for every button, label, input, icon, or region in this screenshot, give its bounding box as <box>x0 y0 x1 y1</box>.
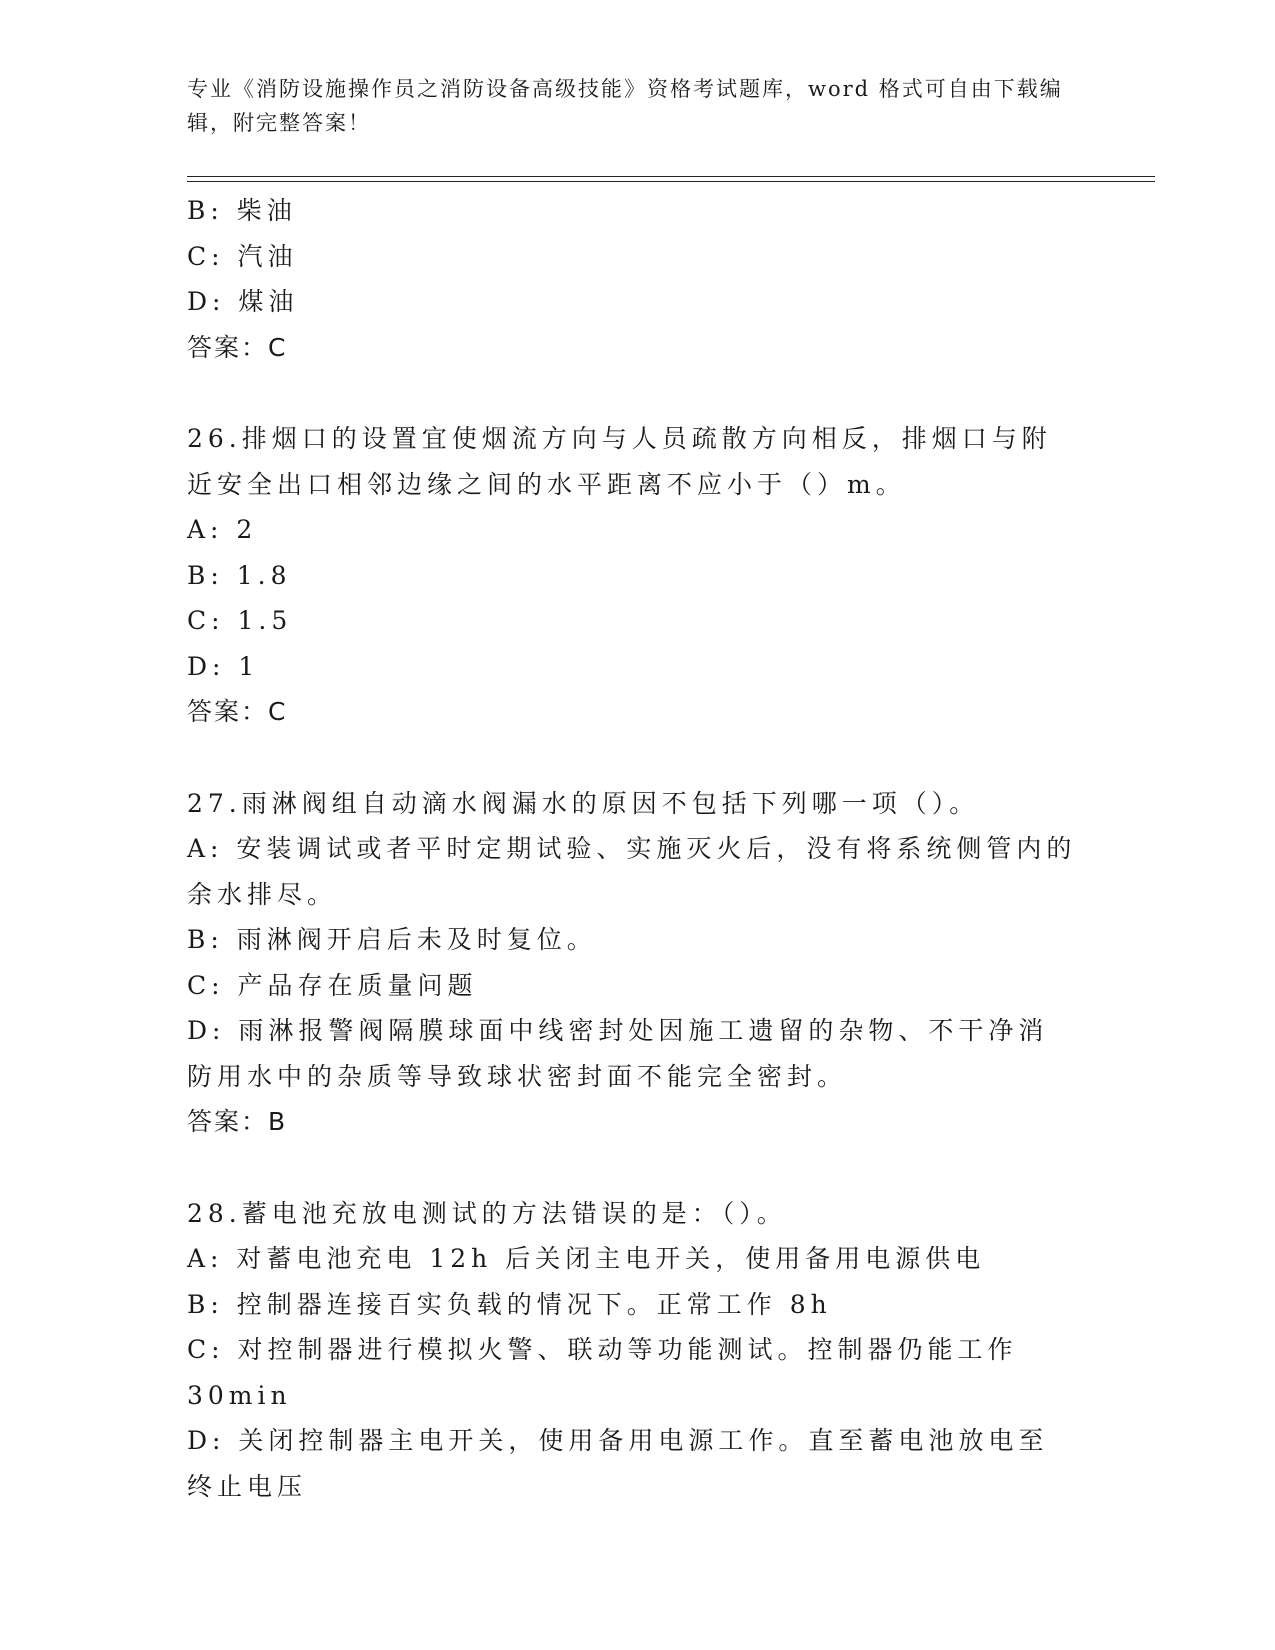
option-c: C: 产品存在质量问题 <box>187 970 478 1000</box>
option-d: D: 1 <box>187 651 260 681</box>
option-b: B: 柴油 <box>187 196 297 225</box>
option-b: B: 控制器连接百实负载的情况下。正常工作 8h <box>187 1289 832 1319</box>
option-a: A: 安装调试或者平时定期试验、实施灭火后，没有将系统侧管内的余水排尽。 <box>187 834 1077 909</box>
option-d: D: 关闭控制器主电开关，使用备用电源工作。直至蓄电池放电至终止电压 <box>187 1426 1049 1501</box>
question-stem: 26.排烟口的设置宜使烟流方向与人员疏散方向相反，排烟口与附近安全出口相邻边缘之间的水平距离不应小于（）m。 <box>187 424 1052 499</box>
header-divider-bottom <box>187 181 1155 182</box>
option-c: C: 对控制器进行模拟火警、联动等功能测试。控制器仍能工作 30min <box>187 1335 1018 1410</box>
question-stem: 28.蓄电池充放电测试的方法错误的是：（）。 <box>187 1198 787 1228</box>
option-c: C: 1.5 <box>187 606 293 635</box>
page-header: 专业《消防设施操作员之消防设备高级技能》资格考试题库，word 格式可自由下载编辑，附完整答案！ <box>187 77 1063 135</box>
question-27 <box>187 781 1077 1145</box>
option-b: B: 1.8 <box>187 560 292 590</box>
question-25-continued <box>187 188 1077 370</box>
option-d: D: 雨淋报警阀隔膜球面中线密封处因施工遗留的杂物、不干净消防用水中的杂质等导致球状密封面不能完全密封。 <box>187 1016 1049 1091</box>
option-a: A: 2 <box>187 515 258 544</box>
question-28 <box>187 1191 1077 1510</box>
question-stem: 27.雨淋阀组自动滴水阀漏水的原因不包括下列哪一项（）。 <box>187 788 980 818</box>
answer: 答案：C <box>187 332 288 362</box>
option-d: D: 煤油 <box>187 287 299 316</box>
header-divider-top <box>187 176 1155 177</box>
option-c: C: 汽油 <box>187 241 298 271</box>
option-b: B: 雨淋阀开启后未及时复位。 <box>187 925 597 954</box>
question-26 <box>187 416 1077 735</box>
answer: 答案：B <box>187 1107 288 1136</box>
answer: 答案：C <box>187 697 288 726</box>
question-content <box>187 188 1077 1509</box>
option-a: A: 对蓄电池充电 12h 后关闭主电开关，使用备用电源供电 <box>187 1244 986 1273</box>
